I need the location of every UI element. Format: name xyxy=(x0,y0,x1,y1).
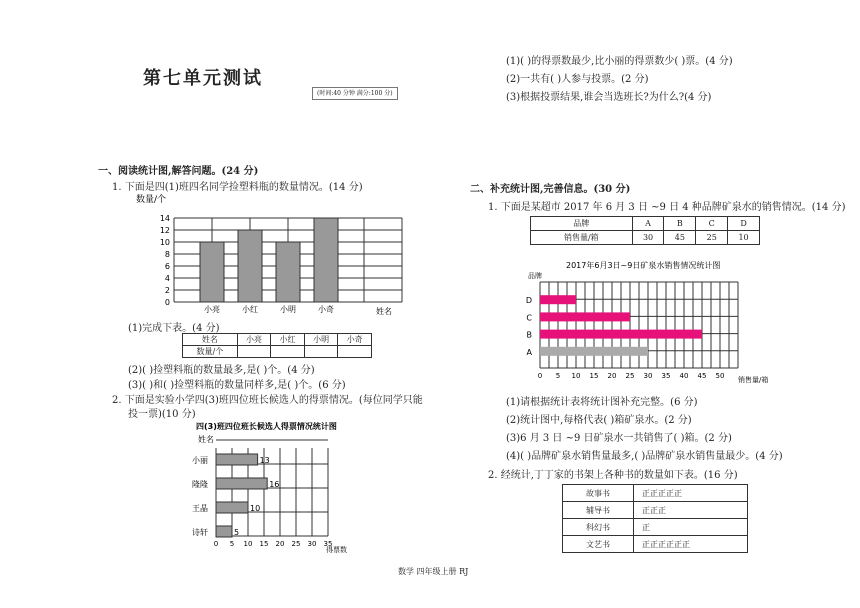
table-row-label: 数量/个 xyxy=(183,346,238,358)
chart-water-ylabel: 品牌 xyxy=(528,272,542,280)
section1-q1-text: 1. 下面是四(1)班四名同学捡塑料瓶的数量情况。(14 分) xyxy=(112,182,363,193)
table-row-label: 文艺书 xyxy=(563,536,634,553)
table-cell: 25 xyxy=(696,231,728,245)
bar xyxy=(216,502,248,513)
section1-q1-sub2: (2)( )捡塑料瓶的数量最多,是( )个。(4 分) xyxy=(128,365,315,376)
table-books xyxy=(562,484,748,553)
x-tick-label: 15 xyxy=(589,372,599,380)
section1-q2-text-line1: 2. 下面是实验小学四(3)班四位班长候选人的得票情况。(每位同学只能 xyxy=(112,395,423,406)
x-tick-label: 35 xyxy=(661,372,671,380)
section2-q2-text: 2. 经统计,丁丁家的书架上各种书的数量如下表。(16 分) xyxy=(488,470,738,481)
x-tick-label: 30 xyxy=(307,540,317,548)
chart-water-title: 2017年6月3日~9日矿泉水销售情况统计图 xyxy=(566,261,721,270)
section1-q2-right-sub1: (1)( )的得票数最少,比小丽的得票数少( )票。(4 分) xyxy=(506,56,733,67)
bar xyxy=(276,242,300,302)
section1-q1-sub1: (1)完成下表。(4 分) xyxy=(128,323,220,334)
x-tick-label: 25 xyxy=(291,540,301,548)
time-info: (时间:40 分钟 满分:100 分) xyxy=(312,87,398,100)
table-cell: 10 xyxy=(728,231,760,245)
y-tick-label: 小丽 xyxy=(192,456,208,465)
table-cell: 45 xyxy=(664,231,696,245)
table-header-cell: 小亮 xyxy=(237,334,271,346)
table-row-label: 销售量/箱 xyxy=(531,231,633,245)
x-tick-label: 5 xyxy=(555,372,561,380)
y-tick-label: 隆隆 xyxy=(192,480,208,489)
section2-heading: 二、补充统计图,完善信息。(30 分) xyxy=(470,184,631,195)
table-header-cell: C xyxy=(696,217,728,231)
chart-votes xyxy=(190,420,380,556)
data-label: 10 xyxy=(250,504,261,513)
x-tick-label: 小奇 xyxy=(318,305,334,314)
bar xyxy=(540,295,576,304)
chart-votes-title: 四(3)班四位班长候选人得票情况统计图 xyxy=(196,422,337,431)
chart-votes-xlabel: 得票数 xyxy=(326,546,347,554)
x-tick-label: 50 xyxy=(715,372,725,380)
bar xyxy=(216,478,267,489)
page-title: 第七单元测试 xyxy=(143,68,263,89)
tally-cell: 正 xyxy=(634,519,748,536)
x-tick-label: 10 xyxy=(571,372,581,380)
x-tick-label: 0 xyxy=(537,372,543,380)
x-tick-label: 35 xyxy=(323,540,333,548)
table-sales xyxy=(530,216,760,245)
table-row-label: 故事书 xyxy=(563,485,634,502)
bar xyxy=(216,454,258,465)
table-row-label: 科幻书 xyxy=(563,519,634,536)
y-tick-label: 8 xyxy=(164,250,170,259)
section2-q1-sub3: (3)6 月 3 日 ~9 日矿泉水一共销售了( )箱。(2 分) xyxy=(506,433,732,444)
chart-bottles xyxy=(130,190,410,320)
x-tick-label: 20 xyxy=(607,372,617,380)
y-tick-label: 0 xyxy=(164,298,170,307)
section1-heading: 一、阅读统计图,解答问题。(24 分) xyxy=(98,166,259,177)
bar xyxy=(540,330,702,339)
y-tick-label: 12 xyxy=(159,226,170,235)
table-header-cell: 小红 xyxy=(271,334,305,346)
table-bottles xyxy=(182,333,372,358)
x-tick-label: 小亮 xyxy=(204,305,220,314)
y-tick-label: 王晶 xyxy=(192,504,208,513)
answer-cell[interactable] xyxy=(271,346,305,358)
x-tick-label: 0 xyxy=(213,540,219,548)
chart-bottles-xlabel: 姓名 xyxy=(376,307,392,316)
x-tick-label: 30 xyxy=(643,372,653,380)
data-label: 16 xyxy=(269,480,280,489)
bar xyxy=(540,347,648,356)
y-tick-label: A xyxy=(526,347,532,357)
page-footer: 数学 四年级上册 RJ xyxy=(398,567,469,576)
x-tick-label: 40 xyxy=(679,372,689,380)
section2-q1-sub1: (1)请根据统计表将统计图补充完整。(6 分) xyxy=(506,397,698,408)
y-tick-label: D xyxy=(525,296,532,306)
x-tick-label: 25 xyxy=(625,372,635,380)
table-header-cell: B xyxy=(664,217,696,231)
tally-cell: 正正正正正正 xyxy=(634,536,748,553)
chart-water-xlabel: 销售量/箱 xyxy=(738,376,769,384)
y-tick-label: 10 xyxy=(159,238,170,247)
table-header-cell: 小明 xyxy=(304,334,338,346)
section2-q1-sub2: (2)统计图中,每格代表( )箱矿泉水。(2 分) xyxy=(506,415,692,426)
table-cell: 30 xyxy=(632,231,664,245)
y-tick-label: 4 xyxy=(164,274,170,283)
y-tick-label: 2 xyxy=(164,286,170,295)
y-tick-label: 6 xyxy=(164,262,170,271)
chart-bottles-ylabel: 数量/个 xyxy=(136,195,167,205)
bar xyxy=(216,526,232,537)
section2-q1-text: 1. 下面是某超市 2017 年 6 月 3 日 ~9 日 4 种品牌矿泉水的销售情况。(14 分) xyxy=(488,202,846,213)
table-header-cell: 姓名 xyxy=(183,334,238,346)
table-header-cell: 品牌 xyxy=(531,217,633,231)
bar xyxy=(540,312,630,321)
answer-cell[interactable] xyxy=(237,346,271,358)
table-row-label: 辅导书 xyxy=(563,502,634,519)
table-header-cell: D xyxy=(728,217,760,231)
data-label: 13 xyxy=(259,456,270,465)
section1-q2-text-line2: 投一票)(10 分) xyxy=(128,409,196,420)
chart-water xyxy=(520,258,790,390)
bar xyxy=(314,218,338,302)
y-tick-label: 诗轩 xyxy=(192,528,208,537)
x-tick-label: 10 xyxy=(243,540,253,548)
table-header-cell: 小奇 xyxy=(338,334,372,346)
y-tick-label: C xyxy=(526,313,532,323)
tally-cell: 正正正正正 xyxy=(634,485,748,502)
table-header-cell: A xyxy=(632,217,664,231)
bar xyxy=(238,230,262,302)
x-tick-label: 5 xyxy=(229,540,235,548)
chart-votes-ylabel: 姓名 xyxy=(198,435,214,444)
answer-cell[interactable] xyxy=(338,346,372,358)
data-label: 5 xyxy=(234,528,240,537)
y-tick-label: 14 xyxy=(159,214,170,223)
x-tick-label: 小红 xyxy=(242,305,258,314)
x-tick-label: 小明 xyxy=(280,305,296,314)
section1-q2-right-sub2: (2)一共有( )人参与投票。(2 分) xyxy=(506,74,649,85)
bar xyxy=(200,242,224,302)
section2-q1-sub4: (4)( )品牌矿泉水销售量最多,( )品牌矿泉水销售量最少。(4 分) xyxy=(506,451,783,462)
answer-cell[interactable] xyxy=(304,346,338,358)
y-tick-label: B xyxy=(526,330,532,340)
x-tick-label: 15 xyxy=(259,540,269,548)
tally-cell: 正正正 xyxy=(634,502,748,519)
section1-q1-sub3: (3)( )和( )捡塑料瓶的数量同样多,是( )个。(6 分) xyxy=(128,380,346,391)
x-tick-label: 45 xyxy=(697,372,707,380)
x-tick-label: 20 xyxy=(275,540,285,548)
section1-q2-right-sub3: (3)根据投票结果,谁会当选班长?为什么?(4 分) xyxy=(506,92,712,103)
